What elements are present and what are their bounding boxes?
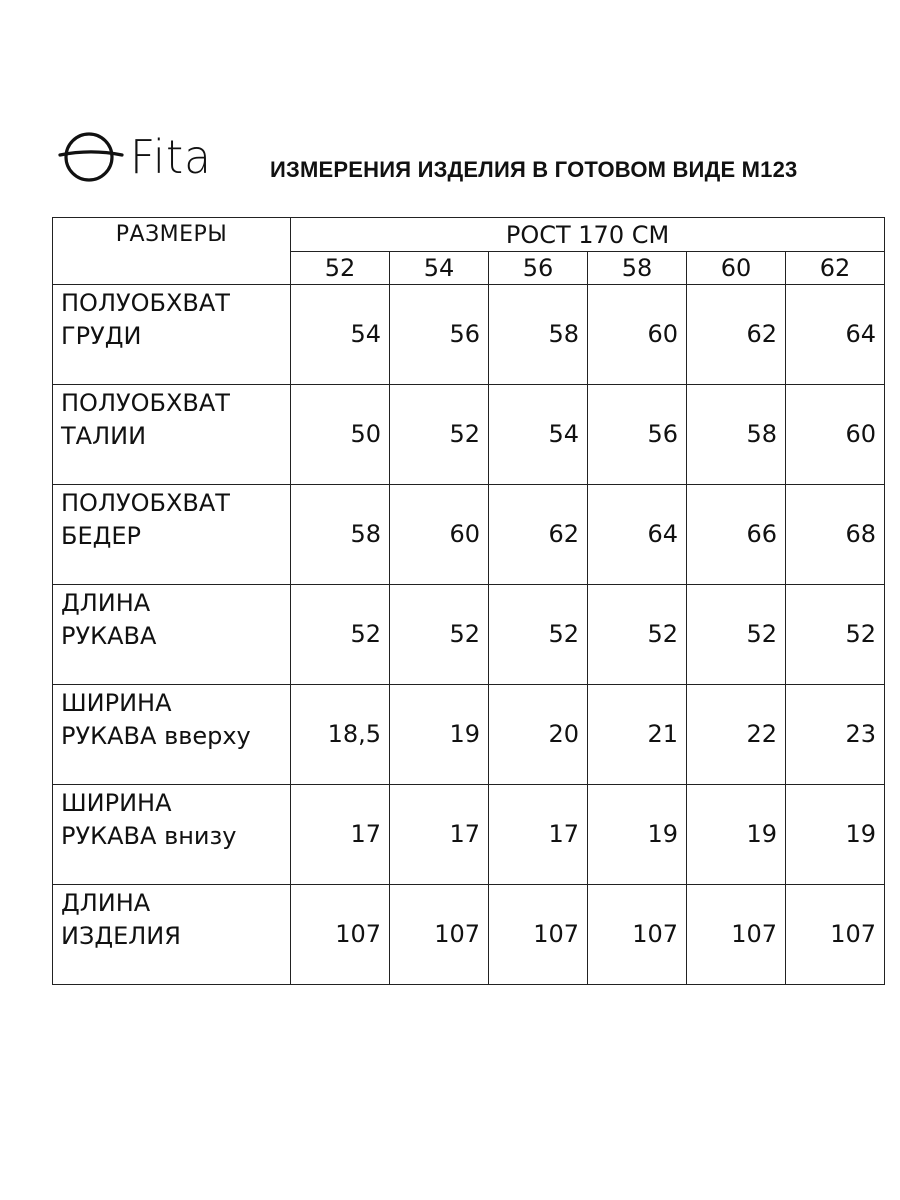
measurement-value: 58 (291, 485, 390, 585)
measurement-value: 52 (588, 585, 687, 685)
height-header: РОСТ 170 СМ (291, 218, 885, 252)
measurement-value: 64 (588, 485, 687, 585)
measurement-value: 56 (588, 385, 687, 485)
measurement-label-line: ИЗДЕЛИЯ (61, 922, 181, 950)
size-header-cell: 54 (390, 252, 489, 285)
header-row (53, 218, 885, 252)
measurement-label-line: ШИРИНА (61, 689, 172, 717)
size-header-cell: 52 (291, 252, 390, 285)
measurement-value: 17 (291, 785, 390, 885)
measurement-value: 58 (489, 285, 588, 385)
measurement-row (53, 385, 885, 485)
measurement-value: 60 (588, 285, 687, 385)
measurement-label-line: ПОЛУОБХВАТ (61, 289, 230, 317)
size-header-cell: 56 (489, 252, 588, 285)
measurement-row (53, 785, 885, 885)
measurement-value: 107 (687, 885, 786, 985)
measurement-label (53, 685, 291, 785)
measurement-label-line: ТАЛИИ (61, 422, 147, 450)
measurement-value: 66 (687, 485, 786, 585)
measurement-label-line: ДЛИНА (61, 889, 151, 917)
measurement-value: 68 (786, 485, 885, 585)
fita-theta-icon (58, 124, 124, 190)
measurement-label-line: ДЛИНА (61, 589, 151, 617)
measurement-value: 19 (390, 685, 489, 785)
measurement-label-line: ШИРИНА (61, 789, 172, 817)
sizes-header: РАЗМЕРЫ (53, 218, 291, 285)
measurement-value: 107 (489, 885, 588, 985)
measurement-label-line: РУКАВА внизу (61, 822, 237, 850)
measurement-label-line: РУКАВА вверху (61, 722, 251, 750)
measurement-value: 52 (489, 585, 588, 685)
measurement-value: 19 (588, 785, 687, 885)
measurement-value: 54 (291, 285, 390, 385)
measurement-value: 107 (786, 885, 885, 985)
measurement-value: 52 (687, 585, 786, 685)
measurement-value: 52 (786, 585, 885, 685)
measurement-value: 50 (291, 385, 390, 485)
measurement-value: 17 (489, 785, 588, 885)
measurement-label (53, 485, 291, 585)
measurement-value: 107 (390, 885, 489, 985)
measurement-row (53, 285, 885, 385)
measurement-label (53, 785, 291, 885)
measurement-label (53, 385, 291, 485)
measurement-value: 107 (291, 885, 390, 985)
measurement-value: 19 (687, 785, 786, 885)
measurement-label (53, 585, 291, 685)
size-header-cell: 58 (588, 252, 687, 285)
measurement-value: 22 (687, 685, 786, 785)
measurement-value: 52 (390, 385, 489, 485)
measurement-label-line: ПОЛУОБХВАТ (61, 389, 230, 417)
measurement-value: 52 (291, 585, 390, 685)
measurement-value: 18,5 (291, 685, 390, 785)
measurement-label (53, 285, 291, 385)
measurement-label (53, 885, 291, 985)
document-title: ИЗМЕРЕНИЯ ИЗДЕЛИЯ В ГОТОВОМ ВИДЕ М123 (270, 157, 798, 182)
measurement-label-line: ГРУДИ (61, 322, 142, 350)
measurement-value: 62 (489, 485, 588, 585)
size-header-cell: 60 (687, 252, 786, 285)
size-header-cell: 62 (786, 252, 885, 285)
measurement-value: 19 (786, 785, 885, 885)
measurement-value: 56 (390, 285, 489, 385)
measurement-label-line: ПОЛУОБХВАТ (61, 489, 230, 517)
measurement-value: 64 (786, 285, 885, 385)
brand-logo (58, 122, 216, 192)
measurement-value: 54 (489, 385, 588, 485)
measurement-value: 17 (390, 785, 489, 885)
measurement-label-line: БЕДЕР (61, 522, 142, 550)
measurement-value: 21 (588, 685, 687, 785)
size-chart-table (52, 217, 885, 985)
measurement-label-line: РУКАВА (61, 622, 157, 650)
measurement-row (53, 485, 885, 585)
measurement-value: 20 (489, 685, 588, 785)
measurement-row (53, 585, 885, 685)
measurement-value: 60 (390, 485, 489, 585)
measurement-value: 62 (687, 285, 786, 385)
measurement-value: 107 (588, 885, 687, 985)
measurement-row (53, 685, 885, 785)
measurement-value: 52 (390, 585, 489, 685)
measurement-value: 58 (687, 385, 786, 485)
brand-name: Fita (130, 130, 212, 184)
measurement-row (53, 885, 885, 985)
measurement-value: 60 (786, 385, 885, 485)
measurement-value: 23 (786, 685, 885, 785)
